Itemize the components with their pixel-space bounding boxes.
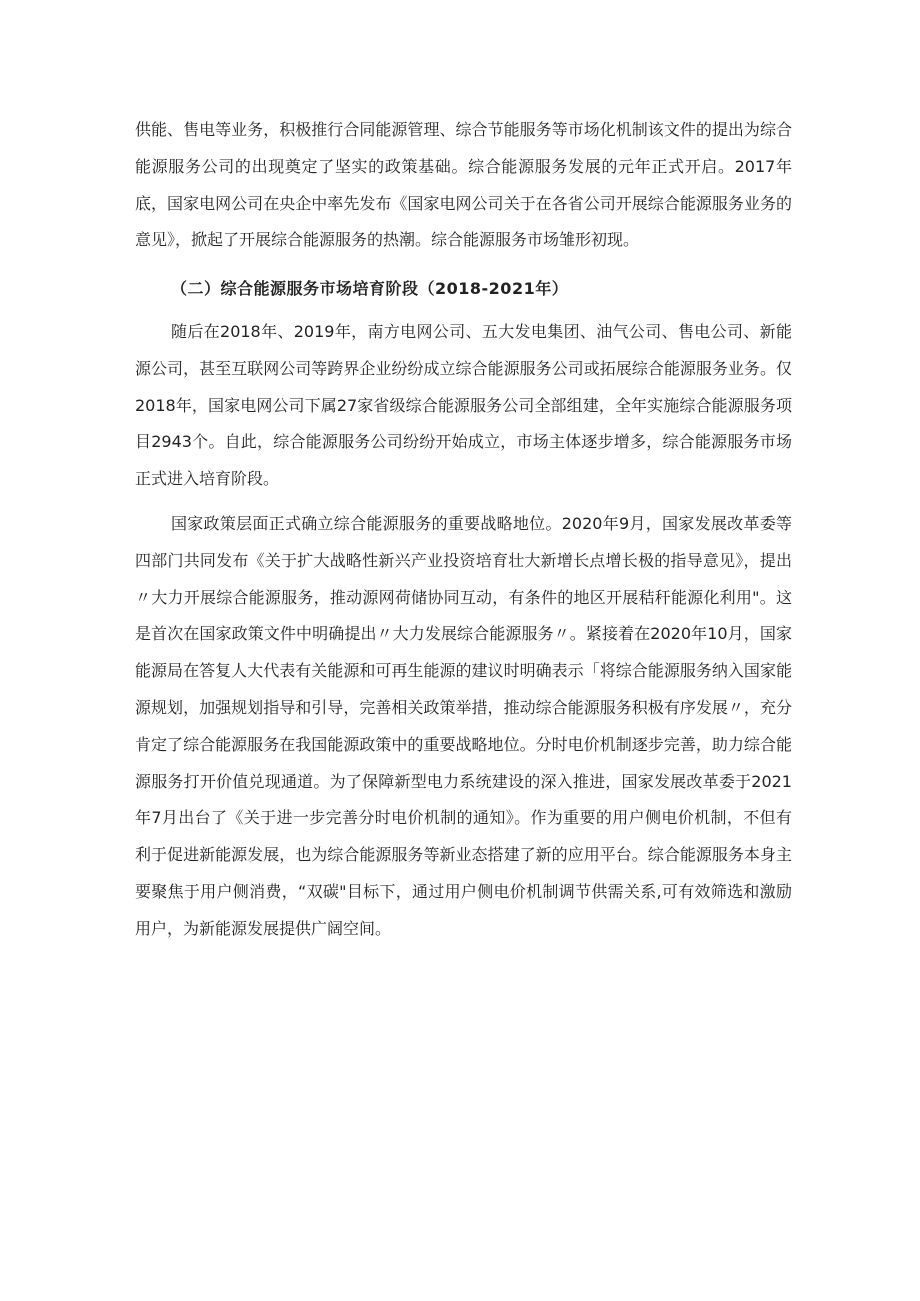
- paragraph-spacer: [135, 259, 792, 267]
- paragraph-spacer: [135, 498, 792, 506]
- paragraph-national-policy: 国家政策层面正式确立综合能源服务的重要战略地位。2020年9月，国家发展改革委等四部门共同发布《关于扩大战略性新兴产业投资培育壮大新增长点增长极的指导意见》，提出〃大力开展综合能源服务，推动源网荷储协同互动，有条件的地区开展秸秆能源化利用"。这是首次在国家政策文件中明确提出〃大力发展综合能源服务〃。紧接着在2020年10月，国家能源局在答复人大代表有关能源和可再生能源的建议时明确表示「将综合能源服务纳入国家能源规划，加强规划指导和引导，完善相关政策举措，推动综合能源服务积极有序发展〃，充分肯定了综合能源服务在我国能源政策中的重要战略地位。分时电价机制逐步完善，助力综合能源服务打开价值兑现通道。为了保障新型电力系统建设的深入推进，国家发展改革委于2021年7月出台了《关于进一步完善分时电价机制的通知》。作为重要的用户侧电价机制，不但有利于促进新能源发展，也为综合能源服务等新业态搭建了新的应用平台。综合能源服务本身主要聚焦于用户侧消费，“双碳"目标下，通过用户侧电价机制调节供需关系,可有效筛选和激励用户，为新能源发展提供广阔空间。: [135, 513, 792, 938]
- paragraph-policy-foundation: 供能、售电等业务，积极推行合同能源管理、综合节能服务等市场化机制该文件的提出为综合能源服务公司的出现奠定了坚实的政策基础。综合能源服务发展的元年正式开启。2017年底，国家电网公司在央企中率先发布《国家电网公司关于在各省公司开展综合能源服务业务的意见》，掀起了开展综合能源服务的热潮。综合能源服务市场雏形初现。: [135, 120, 792, 250]
- paragraph-market-entrants: 随后在2018年、2019年，南方电网公司、五大发电集团、油气公司、售电公司、新能源公司，甚至互联网公司等跨界企业纷纷成立综合能源服务公司或拓展综合能源服务业务。仅2018年，国家电网公司下属27家省级综合能源服务公司全部组建，全年实施综合能源服务项目2943个。自此，综合能源服务公司纷纷开始成立，市场主体逐步增多，综合能源服务市场正式进入培育阶段。: [135, 321, 792, 489]
- section-heading-market-cultivation: （二）综合能源服务市场培育阶段（2018-2021年）: [171, 279, 569, 299]
